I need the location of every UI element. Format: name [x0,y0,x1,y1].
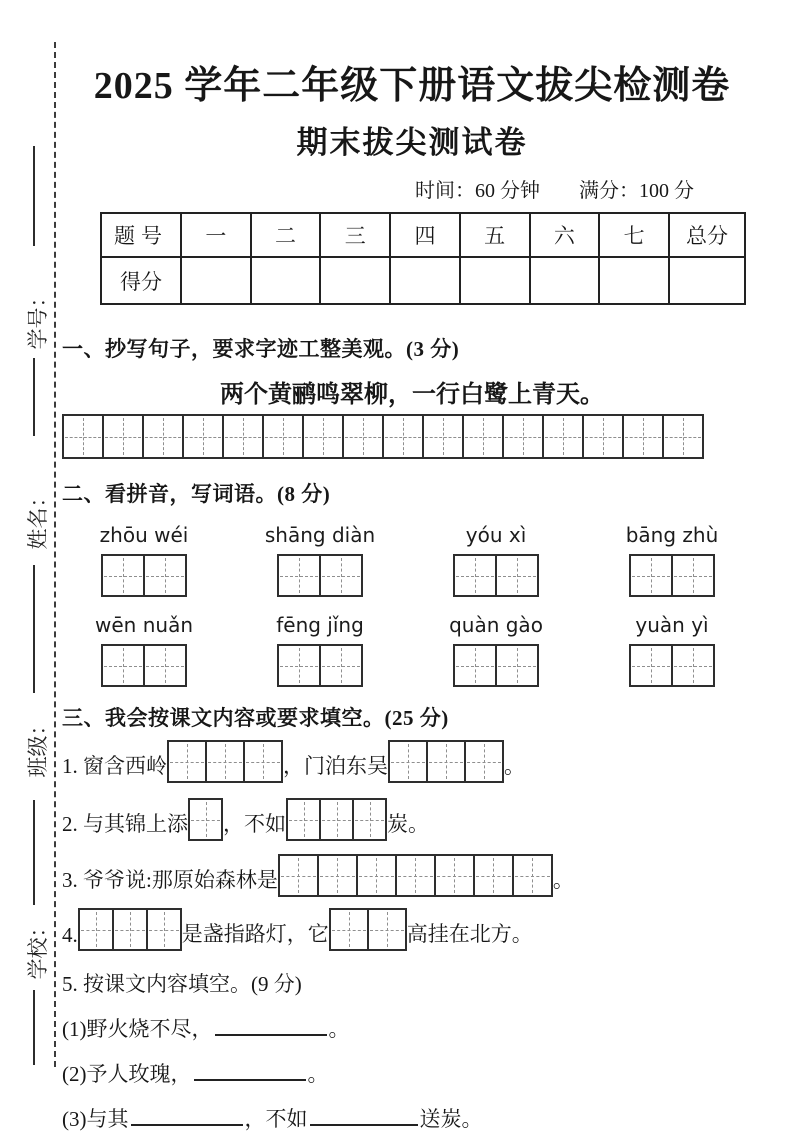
score-cell[interactable] [181,257,251,304]
answer-blank[interactable] [131,1122,243,1126]
tianzige-cell[interactable] [317,854,358,897]
pinyin-item [100,523,188,597]
answer-boxes[interactable] [188,798,223,841]
tianzige-cell[interactable] [512,854,553,897]
section-two-heading: 二、看拼音，写词语。(8 分) [62,482,331,506]
tianzige-cell[interactable] [78,908,114,951]
tianzige-cell[interactable] [167,740,207,783]
page-title: 2025 学年二年级下册语文拔尖检测卷 [93,65,731,107]
score-row-label: 得分 [101,257,181,304]
word-writing-boxes[interactable] [277,554,363,597]
tianzige-cell[interactable] [382,414,424,459]
pinyin-word: bāng zhù [625,523,719,547]
pinyin-item [264,523,376,597]
fill-text: 1. 窗含西岭 [62,754,167,778]
time-limit: 时间：60 分钟 [415,180,540,202]
fill-item-5-2 [62,1058,762,1088]
fill-text: ，不如 [223,812,286,836]
score-col-2: 二 [251,213,321,257]
tianzige-cell[interactable] [671,554,715,597]
tianzige-cell[interactable] [62,414,104,459]
fill-text: (2)予人玫瑰， [62,1062,192,1086]
tianzige-cell[interactable] [671,644,715,687]
exam-paper [62,0,762,1133]
tianzige-cell[interactable] [352,798,387,841]
pinyin-item [449,613,543,687]
tianzige-cell[interactable] [388,740,428,783]
answer-boxes[interactable] [278,854,553,897]
tianzige-cell[interactable] [464,740,504,783]
student-id-blank[interactable] [33,146,35,246]
score-cell[interactable] [460,257,530,304]
score-table [100,212,746,305]
score-table-header-row [101,213,745,257]
tianzige-cell[interactable] [426,740,466,783]
tianzige-cell[interactable] [302,414,344,459]
student-id-label: 学号： [26,286,50,350]
pinyin-word: yóu xì [465,523,527,547]
answer-blank[interactable] [215,1032,327,1036]
student-school-blank[interactable] [33,800,35,905]
tianzige-cell[interactable] [453,554,497,597]
fill-text: 4. [62,923,78,947]
fill-text: (1)野火烧不尽， [62,1017,213,1041]
fill-text: 送炭。 [419,1107,483,1131]
answer-boxes[interactable] [78,908,182,951]
pinyin-item [452,523,540,597]
fill-item-1 [62,740,762,783]
student-class-blank[interactable] [33,565,35,693]
tianzige-cell[interactable] [319,798,354,841]
score-col-6: 六 [530,213,600,257]
score-table-corner: 题号 [101,213,181,257]
tianzige-cell[interactable] [146,908,182,951]
score-cell-total[interactable] [669,257,745,304]
tianzige-cell[interactable] [495,644,539,687]
tianzige-cell[interactable] [473,854,514,897]
tianzige-cell[interactable] [243,740,283,783]
tianzige-cell[interactable] [367,908,407,951]
full-score: 满分：100 分 [579,180,694,202]
answer-boxes[interactable] [388,740,504,783]
pinyin-word: wēn nuǎn [95,613,193,637]
score-col-5: 五 [460,213,530,257]
fill-text: 3. 爷爷说:那原始森林是 [62,868,278,892]
score-col-3: 三 [320,213,390,257]
word-writing-boxes[interactable] [453,644,539,687]
tianzige-cell[interactable] [205,740,245,783]
tianzige-cell[interactable] [188,798,223,841]
student-class-label: 班级： [26,714,50,778]
tianzige-cell[interactable] [142,414,184,459]
page-subtitle: 期末拔尖测试卷 [296,125,528,160]
tianzige-cell[interactable] [101,644,145,687]
pinyin-word: shāng diàn [264,523,376,547]
tianzige-cell[interactable] [262,414,304,459]
tianzige-cell[interactable] [342,414,384,459]
tianzige-cell[interactable] [462,414,504,459]
answer-boxes[interactable] [167,740,283,783]
fill-text: 2. 与其锦上添 [62,812,188,836]
tianzige-cell[interactable] [277,554,321,597]
word-writing-boxes[interactable] [101,554,187,597]
section-one-heading: 一、抄写句子，要求字迹工整美观。(3 分) [62,337,460,361]
student-school-trailing-blank[interactable] [33,990,35,1065]
fill-text: 是盏指路灯，它 [181,922,329,946]
tianzige-cell[interactable] [495,554,539,597]
fill-item-4 [62,908,762,951]
pinyin-item [625,523,719,597]
fill-item-5-1 [62,1013,762,1043]
tianzige-cell[interactable] [143,554,187,597]
tianzige-cell[interactable] [319,644,363,687]
score-cell[interactable] [390,257,460,304]
tianzige-cell[interactable] [356,854,397,897]
tianzige-cell[interactable] [277,644,321,687]
word-writing-boxes[interactable] [101,644,187,687]
pinyin-word: yuàn yì [635,613,709,637]
fill-item-2 [62,798,762,841]
pinyin-word: quàn gào [449,613,543,637]
tianzige-cell[interactable] [278,854,319,897]
fill-text: 。 [307,1062,329,1086]
tianzige-cell[interactable] [422,414,464,459]
tianzige-cell[interactable] [182,414,224,459]
tianzige-cell[interactable] [102,414,144,459]
student-name-blank[interactable] [33,358,35,436]
section-three-heading: 三、我会按课文内容或要求填空。(25 分) [62,706,449,730]
fill-text: ，不如 [244,1107,308,1131]
fill-text: 。 [504,754,525,778]
fill-item-5-heading: 5. 按课文内容填空。(9 分) [62,972,302,996]
answer-blank[interactable] [194,1077,306,1081]
answer-blank[interactable] [310,1122,418,1126]
pinyin-item [628,613,716,687]
time-score-line [62,174,762,203]
answer-boxes[interactable] [286,798,387,841]
student-school-label: 学校： [26,916,50,980]
tianzige-cell[interactable] [434,854,475,897]
score-cell[interactable] [320,257,390,304]
tianzige-cell[interactable] [143,644,187,687]
student-name-label: 姓名： [26,486,50,550]
score-cell[interactable] [251,257,321,304]
tianzige-cell[interactable] [112,908,148,951]
tianzige-cell[interactable] [629,554,673,597]
binding-dashed-line [54,42,56,1067]
tianzige-cell[interactable] [286,798,321,841]
fill-text: (3)与其 [62,1107,129,1131]
score-col-4: 四 [390,213,460,257]
score-cell[interactable] [530,257,600,304]
answer-boxes[interactable] [329,908,407,951]
fill-text: 。 [552,868,574,892]
tianzige-cell[interactable] [329,908,369,951]
tianzige-cell[interactable] [319,554,363,597]
pinyin-item [276,613,364,687]
tianzige-cell[interactable] [542,414,584,459]
copy-grid-row[interactable] [62,414,704,459]
tianzige-cell[interactable] [502,414,544,459]
fill-item-3 [62,854,762,897]
fill-item-5-3 [62,1103,762,1133]
fill-text: 。 [328,1017,350,1041]
score-table-value-row [101,257,745,304]
pinyin-row-1 [62,523,762,597]
tianzige-cell[interactable] [582,414,624,459]
tianzige-cell[interactable] [101,554,145,597]
tianzige-cell[interactable] [629,644,673,687]
pinyin-word: fēng jǐng [276,613,364,637]
pinyin-word: zhōu wéi [99,523,189,547]
word-writing-boxes[interactable] [629,644,715,687]
score-col-1: 一 [181,213,251,257]
fill-text: ，门泊东吴 [283,754,388,778]
score-col-7: 七 [599,213,669,257]
tianzige-cell[interactable] [662,414,704,459]
word-writing-boxes[interactable] [629,554,715,597]
pinyin-row-2 [62,613,762,687]
tianzige-cell[interactable] [395,854,436,897]
copy-sentence: 两个黄鹂鸣翠柳，一行白鹭上青天。 [220,382,604,408]
tianzige-cell[interactable] [453,644,497,687]
fill-text: 炭。 [387,812,429,836]
pinyin-item [95,613,193,687]
tianzige-cell[interactable] [622,414,664,459]
tianzige-cell[interactable] [222,414,264,459]
fill-text: 高挂在北方。 [406,922,533,946]
score-cell[interactable] [599,257,669,304]
word-writing-boxes[interactable] [277,644,363,687]
word-writing-boxes[interactable] [453,554,539,597]
score-col-total: 总分 [669,213,745,257]
